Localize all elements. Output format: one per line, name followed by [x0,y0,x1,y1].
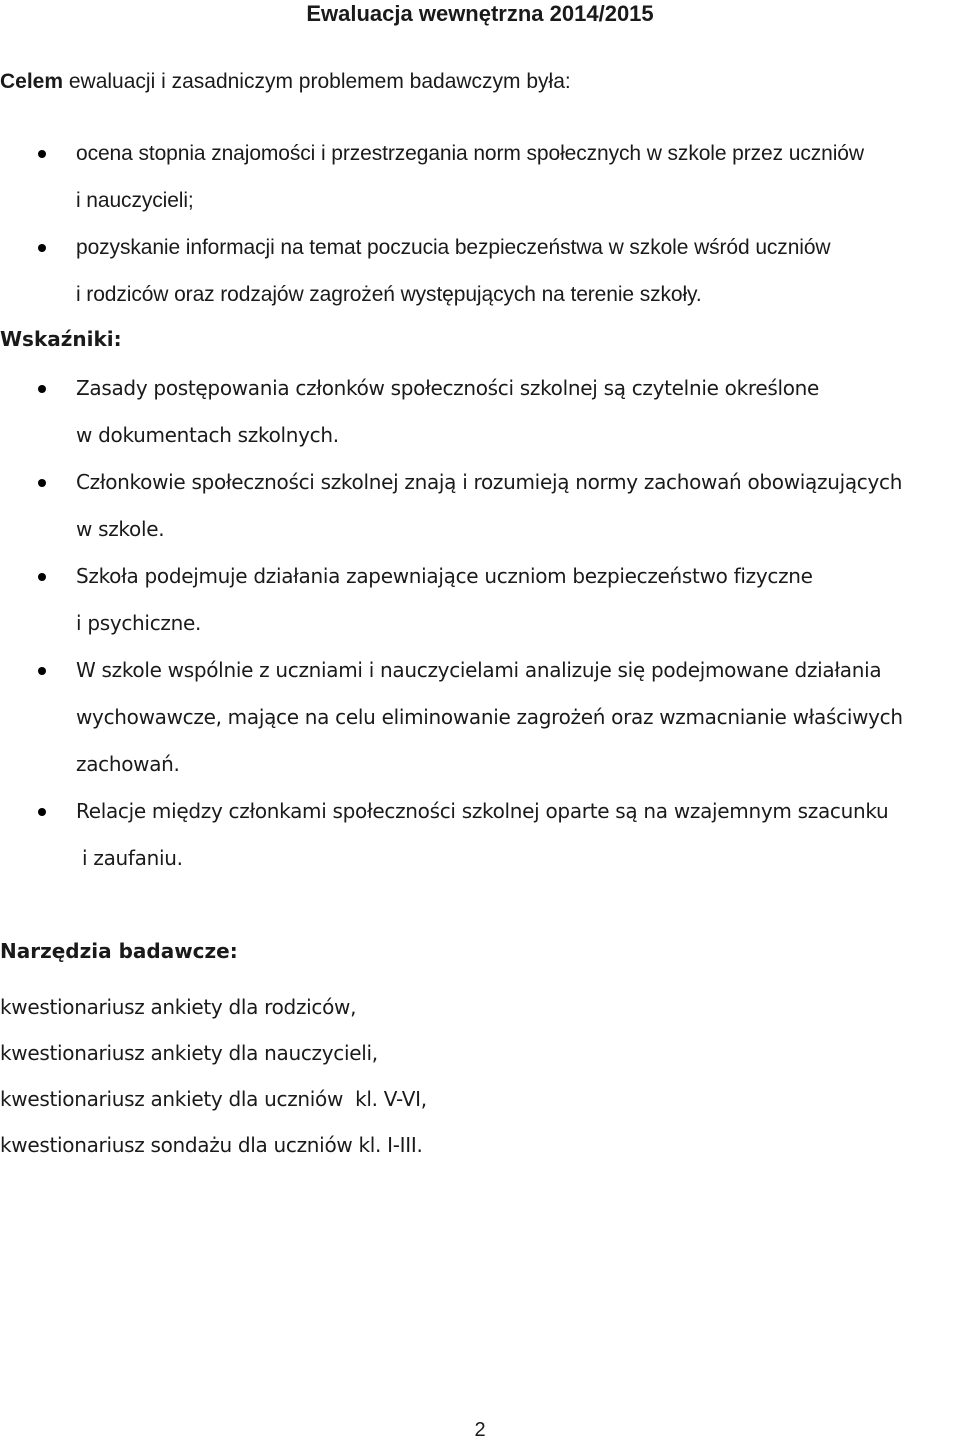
tool-item: kwestionariusz ankiety dla nauczycieli, [0,1041,378,1065]
indicator-item [0,647,960,788]
page-number: 2 [474,1419,486,1441]
indicator-line: Szkoła podejmuje działania zapewniające uczniom bezpieczeństwo fizyczne [76,564,813,588]
goal-line: ocena stopnia znajomości i przestrzegania norm społecznych w szkole przez uczniów [76,142,864,165]
bullet-icon [38,244,46,252]
tool-item: kwestionariusz ankiety dla uczniów kl. V-VI, [0,1087,427,1111]
goal-item [0,130,960,224]
indicator-line: Relacje między członkami społeczności szkolnej oparte są na wzajemnym szacunku [76,799,889,823]
indicator-item [0,459,960,553]
indicator-line: i zaufaniu. [76,846,183,870]
indicator-item [0,788,960,882]
indicator-line: w dokumentach szkolnych. [76,423,339,447]
document-title: Ewaluacja wewnętrzna 2014/2015 [306,1,654,26]
indicator-line: i psychiczne. [76,611,202,635]
intro-sentence [0,68,571,96]
tool-item: kwestionariusz ankiety dla rodziców, [0,995,357,1019]
bullet-icon [38,385,46,393]
bullet-icon [38,150,46,158]
indicator-item [0,365,960,459]
bullet-icon [38,808,46,816]
tools-list [0,984,427,1168]
indicators-list [0,365,960,882]
bullet-icon [38,479,46,487]
indicator-line: wychowawcze, mające na celu eliminowanie zagrożeń oraz wzmacnianie właściwych [76,705,903,729]
intro-rest: ewaluacji i zasadniczym problemem badawczym była: [63,70,571,93]
bullet-icon [38,573,46,581]
goal-item [0,224,960,318]
indicator-line: zachowań. [76,752,180,776]
indicator-line: Zasady postępowania członków społeczności szkolnej są czytelnie określone [76,376,820,400]
indicators-heading: Wskaźniki: [0,327,122,351]
intro-bold: Celem [0,70,64,93]
indicator-line: Członkowie społeczności szkolnej znają i rozumieją normy zachowań obowiązujących [76,470,903,494]
indicator-item [0,553,960,647]
goal-line: i rodziców oraz rodzajów zagrożeń występujących na terenie szkoły. [76,283,702,306]
goal-line: pozyskanie informacji na temat poczucia bezpieczeństwa w szkole wśród uczniów [76,236,831,259]
indicator-line: W szkole wspólnie z uczniami i nauczycielami analizuje się podejmowane działania [76,658,882,682]
goals-list [0,130,960,318]
goal-line: i nauczycieli; [76,189,194,212]
bullet-icon [38,667,46,675]
indicator-line: w szkole. [76,517,165,541]
tool-item: kwestionariusz sondażu dla uczniów kl. I-III. [0,1133,423,1157]
tools-heading: Narzędzia badawcze: [0,939,238,963]
